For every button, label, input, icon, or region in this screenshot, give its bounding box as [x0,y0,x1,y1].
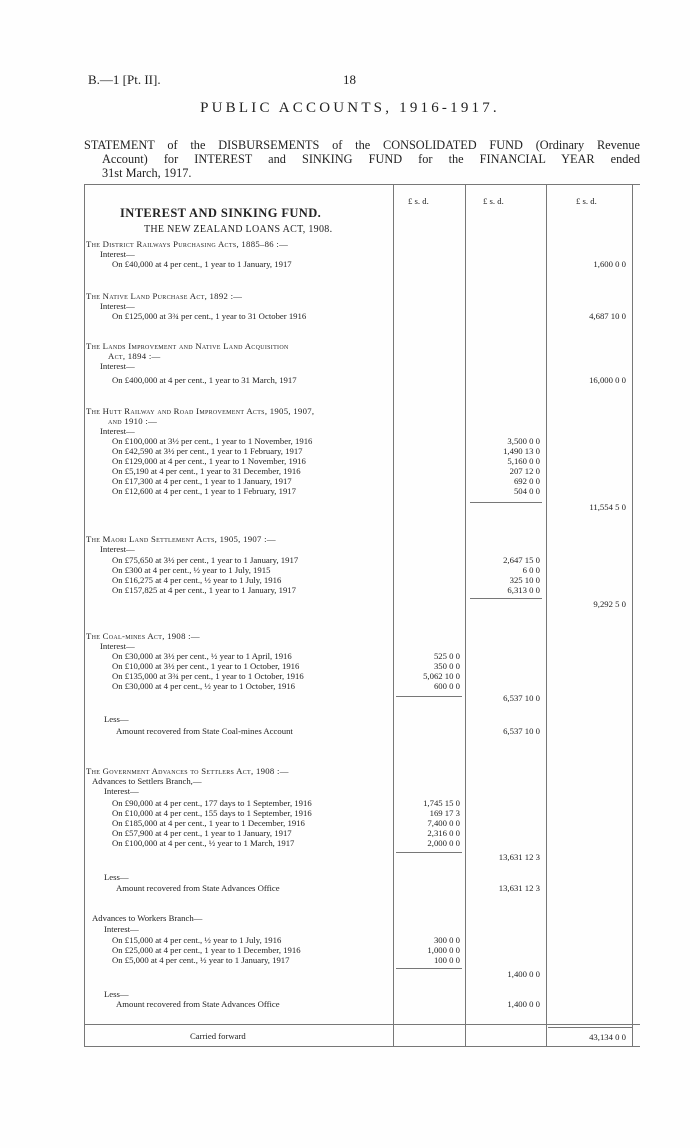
page-number: 18 [343,72,356,87]
act-total: 16,000 0 0 [589,375,626,385]
footer-right-rule [632,1024,633,1046]
col2-header: £ s. d. [483,196,504,206]
line-amount: 1,490 13 0 [503,446,540,456]
line-amount: 207 12 0 [509,466,540,476]
act-title: The Coal-mines Act, 1908 :— [86,631,200,641]
interest-line: On £75,650 at 3½ per cent., 1 year to 1 January, 1917 [112,555,299,565]
col3-left-rule [546,184,547,1024]
act-title: The Lands Improvement and Native Land Acquisition [86,341,289,351]
interest-label: Interest— [100,544,135,554]
interest-line: On £400,000 at 4 per cent., 1 year to 31 March, 1917 [112,375,297,385]
col3-header: £ s. d. [576,196,597,206]
interest-line: On £30,000 at 3½ per cent., ½ year to 1 April, 1916 [112,651,292,661]
act-total: 1,600 0 0 [593,259,626,269]
table-bottom-rule [84,1024,640,1025]
line-amount: 2,000 0 0 [427,838,460,848]
footer-col2-rule [465,1024,466,1046]
less-amount: 6,537 10 0 [503,726,540,736]
interest-line: On £16,275 at 4 per cent., ½ year to 1 July, 1916 [112,575,282,585]
page-title: PUBLIC ACCOUNTS, 1916-1917. [200,100,500,116]
line-amount: 600 0 0 [433,681,460,691]
line-amount: 6 0 0 [522,565,540,575]
act-title: The Hutt Railway and Road Improvement Acts, 1905, 1907, [86,406,315,416]
subtotal-rule [396,852,462,853]
interest-line: On £5,190 at 4 per cent., 1 year to 31 December, 1916 [112,466,301,476]
line-amount: 5,062 10 0 [423,671,460,681]
interest-line: On £185,000 at 4 per cent., 1 year to 1 December, 1916 [112,818,305,828]
line-amount: 169 17 3 [429,808,460,818]
carried-forward-rule [548,1027,632,1028]
table-top-rule [84,184,640,185]
act-title: The Native Land Purchase Act, 1892 :— [86,291,243,301]
line-amount: 3,500 0 0 [507,436,540,446]
subtotal-rule [470,502,542,503]
act-subtotal: 6,537 10 0 [503,693,540,703]
interest-label: Interest— [100,249,135,259]
col1-left-rule [393,184,394,1024]
col2-left-rule [465,184,466,1024]
document-reference: B.—1 [Pt. II]. [88,72,161,87]
interest-line: On £25,000 at 4 per cent., 1 year to 1 December, 1916 [112,945,301,955]
line-amount: 5,160 0 0 [507,456,540,466]
line-amount: 525 0 0 [433,651,460,661]
line-amount: 100 0 0 [433,955,460,965]
line-amount: 6,313 0 0 [507,585,540,595]
less-label: Less— [104,989,129,999]
line-amount: 300 0 0 [433,935,460,945]
interest-label: Interest— [100,426,135,436]
interest-line: On £100,000 at 3½ per cent., 1 year to 1 November, 1916 [112,436,313,446]
act-total: 9,292 5 0 [593,599,626,609]
line-amount: 1,745 15 0 [423,798,460,808]
subtotal-rule [396,968,462,969]
intro-line-3: 31st March, 1917. [102,166,192,180]
less-line: Amount recovered from State Coal-mines Account [116,726,293,736]
act-title: The Maori Land Settlement Acts, 1905, 1907 :— [86,534,276,544]
less-label: Less— [104,872,129,882]
interest-label: Interest— [104,786,139,796]
line-amount: 350 0 0 [433,661,460,671]
line-amount: 504 0 0 [513,486,540,496]
branch-label: Advances to Workers Branch— [92,913,203,923]
interest-line: On £10,000 at 4 per cent., 155 days to 1 September, 1916 [112,808,312,818]
carried-forward-amount: 43,134 0 0 [589,1032,626,1042]
less-label: Less— [104,714,129,724]
interest-line: On £10,000 at 3½ per cent., 1 year to 1 October, 1916 [112,661,300,671]
line-amount: 1,000 0 0 [427,945,460,955]
act-title: The Government Advances to Settlers Act, 1908 :— [86,766,289,776]
statement-intro [84,138,640,180]
line-amount: 2,647 15 0 [503,555,540,565]
less-amount: 13,631 12 3 [498,883,540,893]
section-subheading: THE NEW ZEALAND LOANS ACT, 1908. [144,224,333,235]
intro-line-1: STATEMENT of the DISBURSEMENTS of the CONSOLIDATED FUND (Ordinary Revenue [84,138,640,152]
act-title-cont: Act, 1894 :— [108,351,161,361]
carried-forward-label: Carried forward [190,1031,246,1041]
table-right-rule [632,184,633,1024]
subtotal-rule [396,696,462,697]
less-line: Amount recovered from State Advances Office [116,999,280,1009]
line-amount: 692 0 0 [513,476,540,486]
footer-col3-rule [546,1024,547,1046]
interest-line: On £100,000 at 4 per cent., ½ year to 1 March, 1917 [112,838,295,848]
interest-line: On £40,000 at 4 per cent., 1 year to 1 January, 1917 [112,259,292,269]
interest-line: On £5,000 at 4 per cent., ½ year to 1 January, 1917 [112,955,290,965]
less-amount: 1,400 0 0 [507,999,540,1009]
section-heading: INTEREST AND SINKING FUND. [120,206,322,220]
interest-label: Interest— [104,924,139,934]
less-line: Amount recovered from State Advances Office [116,883,280,893]
interest-line: On £42,590 at 3½ per cent., 1 year to 1 February, 1917 [112,446,303,456]
interest-label: Interest— [100,301,135,311]
act-subtotal: 1,400 0 0 [507,969,540,979]
interest-line: On £125,000 at 3¾ per cent., 1 year to 31 October 1916 [112,311,307,321]
interest-line: On £15,000 at 4 per cent., ½ year to 1 July, 1916 [112,935,282,945]
footer-left-rule [84,1024,85,1046]
interest-line: On £157,825 at 4 per cent., 1 year to 1 January, 1917 [112,585,296,595]
act-subtotal: 13,631 12 3 [498,852,540,862]
line-amount: 325 10 0 [509,575,540,585]
subtotal-rule [470,598,542,599]
interest-line: On £129,000 at 4 per cent., 1 year to 1 November, 1916 [112,456,306,466]
interest-line: On £90,000 at 4 per cent., 177 days to 1 September, 1916 [112,798,312,808]
interest-label: Interest— [100,361,135,371]
footer-rule [84,1046,640,1047]
line-amount: 2,316 0 0 [427,828,460,838]
intro-line-2: Account) for INTEREST and SINKING FUND for the FINANCIAL YEAR ended [102,152,640,166]
interest-line: On £135,000 at 3¾ per cent., 1 year to 1 October, 1916 [112,671,304,681]
interest-line: On £57,900 at 4 per cent., 1 year to 1 January, 1917 [112,828,292,838]
line-amount: 7,400 0 0 [427,818,460,828]
interest-label: Interest— [100,641,135,651]
act-title: The District Railways Purchasing Acts, 1885–86 :— [86,239,289,249]
act-total: 11,554 5 0 [589,502,626,512]
interest-line: On £17,300 at 4 per cent., 1 year to 1 January, 1917 [112,476,292,486]
interest-line: On £12,600 at 4 per cent., 1 year to 1 February, 1917 [112,486,296,496]
act-title-cont: and 1910 :— [108,416,158,426]
act-total: 4,687 10 0 [589,311,626,321]
col1-header: £ s. d. [408,196,429,206]
branch-label: Advances to Settlers Branch,— [92,776,202,786]
interest-line: On £30,000 at 4 per cent., ½ year to 1 October, 1916 [112,681,296,691]
interest-line: On £300 at 4 per cent., ½ year to 1 July, 1915 [112,565,271,575]
table-left-rule [84,184,85,1024]
footer-col1-rule [393,1024,394,1046]
